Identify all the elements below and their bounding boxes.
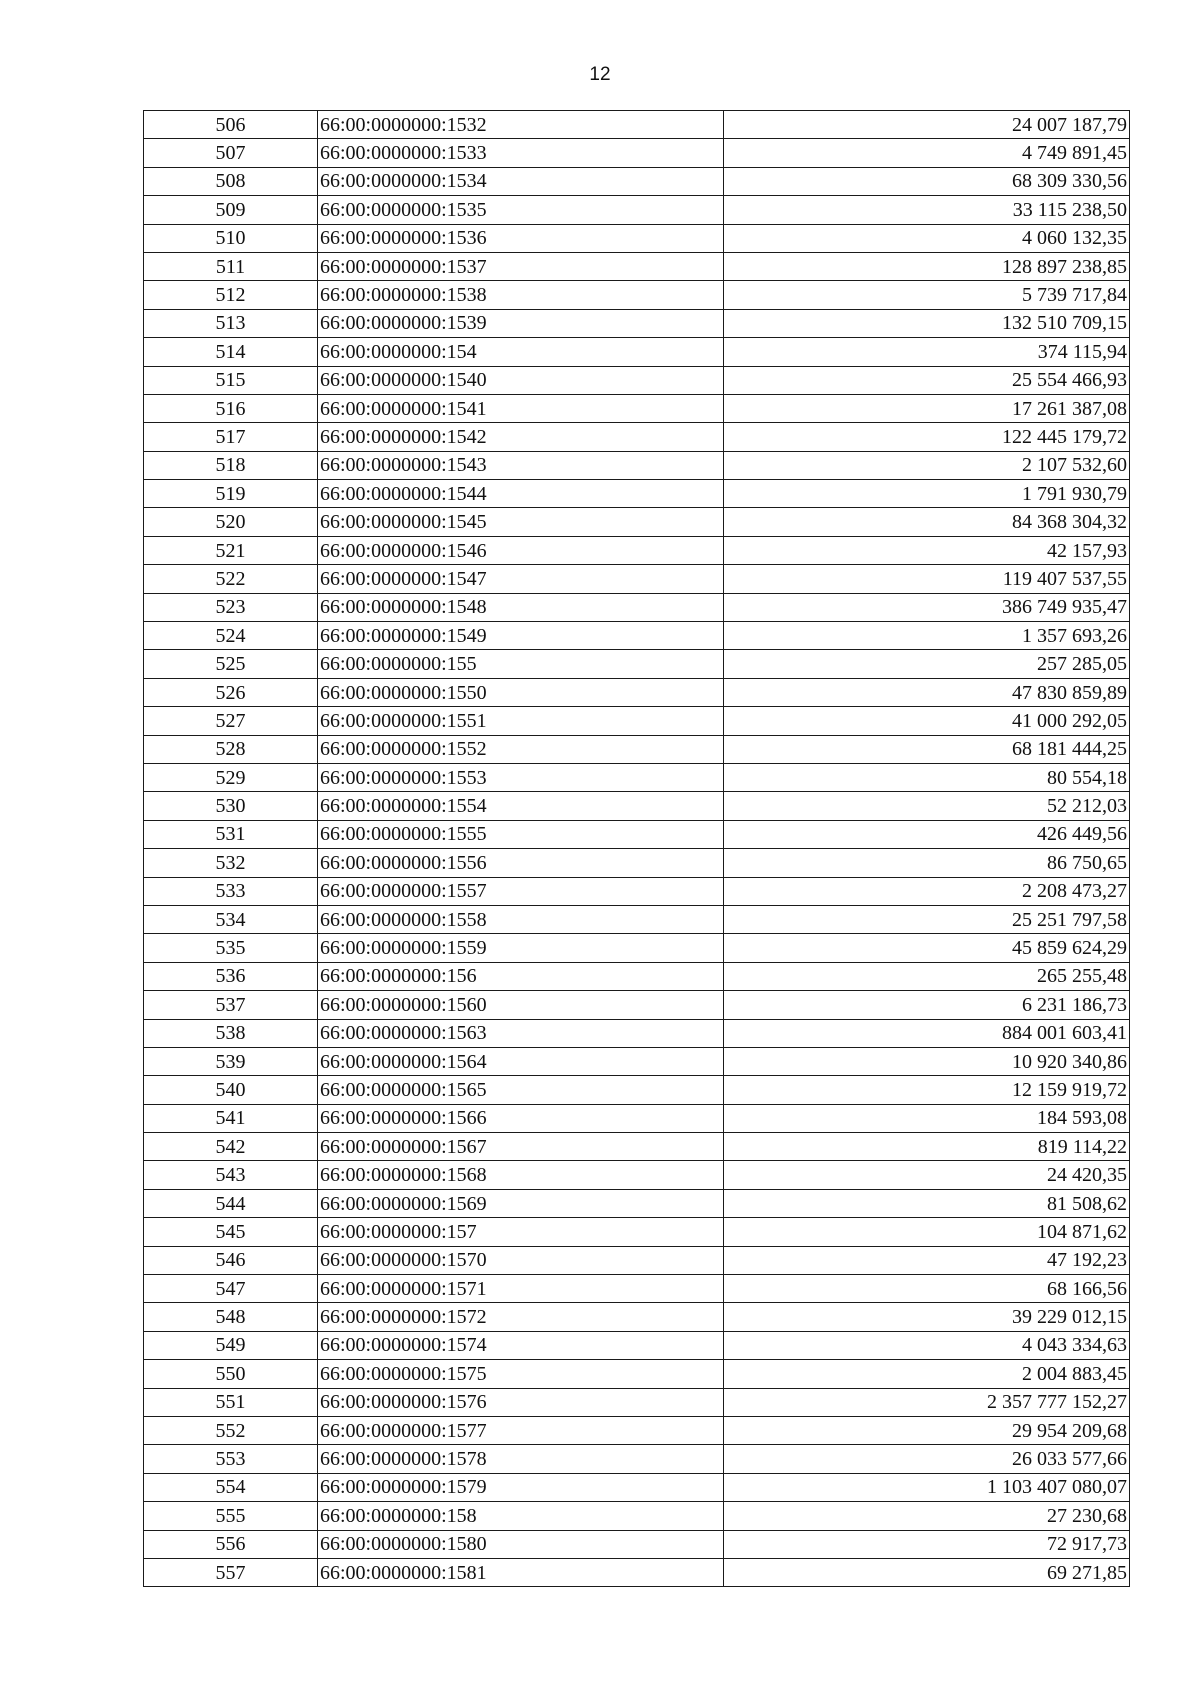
cadastral-value-cell: 45 859 624,29: [724, 934, 1130, 962]
cadastral-value-cell: 24 007 187,79: [724, 111, 1130, 139]
cadastral-number-cell: 66:00:0000000:1540: [318, 366, 724, 394]
row-number-cell: 557: [144, 1558, 318, 1586]
table-row: [144, 111, 1130, 139]
cadastral-number-cell: 66:00:0000000:1565: [318, 1076, 724, 1104]
cadastral-number-cell: 66:00:0000000:1558: [318, 905, 724, 933]
cadastral-value-cell: 68 309 330,56: [724, 167, 1130, 195]
cadastral-value-cell: 2 107 532,60: [724, 451, 1130, 479]
cadastral-number-cell: 66:00:0000000:1575: [318, 1360, 724, 1388]
cadastral-number-cell: 66:00:0000000:1541: [318, 394, 724, 422]
cadastral-value-cell: 1 791 930,79: [724, 480, 1130, 508]
cadastral-value-cell: 47 192,23: [724, 1246, 1130, 1274]
table-row: [144, 1360, 1130, 1388]
row-number-cell: 512: [144, 281, 318, 309]
cadastral-value-cell: 1 103 407 080,07: [724, 1473, 1130, 1501]
table-row: [144, 338, 1130, 366]
row-number-cell: 525: [144, 650, 318, 678]
row-number-cell: 549: [144, 1331, 318, 1359]
table-row: [144, 1388, 1130, 1416]
cadastral-value-cell: 184 593,08: [724, 1104, 1130, 1132]
cadastral-value-cell: 25 554 466,93: [724, 366, 1130, 394]
table-row: [144, 281, 1130, 309]
table-row: [144, 678, 1130, 706]
cadastral-number-cell: 66:00:0000000:1567: [318, 1133, 724, 1161]
table-row: [144, 1502, 1130, 1530]
table-row: [144, 508, 1130, 536]
row-number-cell: 545: [144, 1218, 318, 1246]
cadastral-value-cell: 29 954 209,68: [724, 1416, 1130, 1444]
row-number-cell: 550: [144, 1360, 318, 1388]
cadastral-value-cell: 884 001 603,41: [724, 1019, 1130, 1047]
cadastral-value-cell: 69 271,85: [724, 1558, 1130, 1586]
row-number-cell: 542: [144, 1133, 318, 1161]
cadastral-value-cell: 47 830 859,89: [724, 678, 1130, 706]
cadastral-number-cell: 66:00:0000000:1535: [318, 196, 724, 224]
cadastral-value-cell: 6 231 186,73: [724, 991, 1130, 1019]
row-number-cell: 555: [144, 1502, 318, 1530]
cadastral-number-cell: 66:00:0000000:1560: [318, 991, 724, 1019]
cadastral-value-cell: 819 114,22: [724, 1133, 1130, 1161]
cadastral-value-cell: 39 229 012,15: [724, 1303, 1130, 1331]
cadastral-number-cell: 66:00:0000000:1534: [318, 167, 724, 195]
table-row: [144, 934, 1130, 962]
cadastral-number-cell: 66:00:0000000:1543: [318, 451, 724, 479]
row-number-cell: 507: [144, 139, 318, 167]
cadastral-value-cell: 2 208 473,27: [724, 877, 1130, 905]
table-row: [144, 1445, 1130, 1473]
row-number-cell: 538: [144, 1019, 318, 1047]
cadastral-number-cell: 66:00:0000000:1571: [318, 1275, 724, 1303]
table-row: [144, 366, 1130, 394]
table-row: [144, 1246, 1130, 1274]
cadastral-number-cell: 66:00:0000000:1552: [318, 735, 724, 763]
row-number-cell: 544: [144, 1189, 318, 1217]
row-number-cell: 551: [144, 1388, 318, 1416]
cadastral-number-cell: 66:00:0000000:1556: [318, 849, 724, 877]
table-row: [144, 792, 1130, 820]
cadastral-value-cell: 386 749 935,47: [724, 593, 1130, 621]
cadastral-value-cell: 4 749 891,45: [724, 139, 1130, 167]
table-row: [144, 1047, 1130, 1075]
row-number-cell: 506: [144, 111, 318, 139]
table-row: [144, 1133, 1130, 1161]
row-number-cell: 536: [144, 962, 318, 990]
cadastral-number-cell: 66:00:0000000:1563: [318, 1019, 724, 1047]
table-row: [144, 593, 1130, 621]
table-row: [144, 1416, 1130, 1444]
cadastral-number-cell: 66:00:0000000:1581: [318, 1558, 724, 1586]
table-row: [144, 849, 1130, 877]
cadastral-value-cell: 122 445 179,72: [724, 423, 1130, 451]
row-number-cell: 522: [144, 565, 318, 593]
row-number-cell: 531: [144, 820, 318, 848]
row-number-cell: 511: [144, 252, 318, 280]
row-number-cell: 537: [144, 991, 318, 1019]
cadastral-value-cell: 5 739 717,84: [724, 281, 1130, 309]
cadastral-value-cell: 12 159 919,72: [724, 1076, 1130, 1104]
row-number-cell: 519: [144, 480, 318, 508]
row-number-cell: 554: [144, 1473, 318, 1501]
cadastral-number-cell: 66:00:0000000:1537: [318, 252, 724, 280]
cadastral-value-table: [143, 110, 1130, 1587]
cadastral-value-cell: 2 004 883,45: [724, 1360, 1130, 1388]
row-number-cell: 543: [144, 1161, 318, 1189]
cadastral-number-cell: 66:00:0000000:155: [318, 650, 724, 678]
cadastral-number-cell: 66:00:0000000:1568: [318, 1161, 724, 1189]
table-row: [144, 1303, 1130, 1331]
table-row: [144, 423, 1130, 451]
table-row: [144, 1275, 1130, 1303]
row-number-cell: 530: [144, 792, 318, 820]
cadastral-number-cell: 66:00:0000000:156: [318, 962, 724, 990]
cadastral-number-cell: 66:00:0000000:157: [318, 1218, 724, 1246]
cadastral-number-cell: 66:00:0000000:1564: [318, 1047, 724, 1075]
cadastral-number-cell: 66:00:0000000:1538: [318, 281, 724, 309]
row-number-cell: 514: [144, 338, 318, 366]
cadastral-value-cell: 426 449,56: [724, 820, 1130, 848]
table-body: [144, 111, 1130, 1587]
cadastral-value-cell: 17 261 387,08: [724, 394, 1130, 422]
cadastral-number-cell: 66:00:0000000:1550: [318, 678, 724, 706]
table-row: [144, 763, 1130, 791]
table-row: [144, 962, 1130, 990]
cadastral-number-cell: 66:00:0000000:1579: [318, 1473, 724, 1501]
table-row: [144, 394, 1130, 422]
table-row: [144, 735, 1130, 763]
table-row: [144, 1019, 1130, 1047]
row-number-cell: 524: [144, 622, 318, 650]
table-row: [144, 820, 1130, 848]
cadastral-number-cell: 66:00:0000000:1551: [318, 707, 724, 735]
row-number-cell: 539: [144, 1047, 318, 1075]
row-number-cell: 510: [144, 224, 318, 252]
row-number-cell: 509: [144, 196, 318, 224]
table-row: [144, 991, 1130, 1019]
cadastral-value-cell: 119 407 537,55: [724, 565, 1130, 593]
cadastral-number-cell: 66:00:0000000:1549: [318, 622, 724, 650]
cadastral-value-cell: 86 750,65: [724, 849, 1130, 877]
cadastral-value-cell: 4 043 334,63: [724, 1331, 1130, 1359]
cadastral-number-cell: 66:00:0000000:1570: [318, 1246, 724, 1274]
cadastral-value-cell: 33 115 238,50: [724, 196, 1130, 224]
row-number-cell: 518: [144, 451, 318, 479]
cadastral-value-cell: 80 554,18: [724, 763, 1130, 791]
row-number-cell: 521: [144, 536, 318, 564]
row-number-cell: 529: [144, 763, 318, 791]
table-row: [144, 167, 1130, 195]
cadastral-number-cell: 66:00:0000000:1545: [318, 508, 724, 536]
cadastral-value-cell: 41 000 292,05: [724, 707, 1130, 735]
table-row: [144, 309, 1130, 337]
cadastral-number-cell: 66:00:0000000:1533: [318, 139, 724, 167]
cadastral-value-cell: 104 871,62: [724, 1218, 1130, 1246]
cadastral-number-cell: 66:00:0000000:1542: [318, 423, 724, 451]
table-row: [144, 139, 1130, 167]
cadastral-number-cell: 66:00:0000000:1578: [318, 1445, 724, 1473]
table-row: [144, 707, 1130, 735]
cadastral-number-cell: 66:00:0000000:1553: [318, 763, 724, 791]
table-row: [144, 252, 1130, 280]
cadastral-number-cell: 66:00:0000000:1572: [318, 1303, 724, 1331]
cadastral-value-cell: 257 285,05: [724, 650, 1130, 678]
cadastral-value-cell: 265 255,48: [724, 962, 1130, 990]
table-row: [144, 1189, 1130, 1217]
row-number-cell: 535: [144, 934, 318, 962]
row-number-cell: 552: [144, 1416, 318, 1444]
cadastral-number-cell: 66:00:0000000:1574: [318, 1331, 724, 1359]
cadastral-value-cell: 52 212,03: [724, 792, 1130, 820]
table-row: [144, 196, 1130, 224]
row-number-cell: 540: [144, 1076, 318, 1104]
table-row: [144, 536, 1130, 564]
cadastral-number-cell: 66:00:0000000:1544: [318, 480, 724, 508]
cadastral-value-cell: 1 357 693,26: [724, 622, 1130, 650]
row-number-cell: 553: [144, 1445, 318, 1473]
row-number-cell: 547: [144, 1275, 318, 1303]
row-number-cell: 533: [144, 877, 318, 905]
table-row: [144, 1218, 1130, 1246]
cadastral-number-cell: 66:00:0000000:1548: [318, 593, 724, 621]
cadastral-value-cell: 26 033 577,66: [724, 1445, 1130, 1473]
cadastral-number-cell: 66:00:0000000:158: [318, 1502, 724, 1530]
cadastral-value-cell: 68 166,56: [724, 1275, 1130, 1303]
table-row: [144, 1161, 1130, 1189]
cadastral-value-cell: 27 230,68: [724, 1502, 1130, 1530]
cadastral-value-cell: 72 917,73: [724, 1530, 1130, 1558]
row-number-cell: 527: [144, 707, 318, 735]
cadastral-number-cell: 66:00:0000000:1566: [318, 1104, 724, 1132]
row-number-cell: 520: [144, 508, 318, 536]
cadastral-number-cell: 66:00:0000000:1554: [318, 792, 724, 820]
cadastral-value-cell: 68 181 444,25: [724, 735, 1130, 763]
row-number-cell: 513: [144, 309, 318, 337]
row-number-cell: 523: [144, 593, 318, 621]
cadastral-value-cell: 132 510 709,15: [724, 309, 1130, 337]
cadastral-value-cell: 84 368 304,32: [724, 508, 1130, 536]
cadastral-number-cell: 66:00:0000000:1536: [318, 224, 724, 252]
row-number-cell: 517: [144, 423, 318, 451]
row-number-cell: 508: [144, 167, 318, 195]
cadastral-value-cell: 4 060 132,35: [724, 224, 1130, 252]
table-row: [144, 224, 1130, 252]
table-row: [144, 565, 1130, 593]
table-row: [144, 1473, 1130, 1501]
cadastral-number-cell: 66:00:0000000:1539: [318, 309, 724, 337]
table-row: [144, 451, 1130, 479]
cadastral-value-cell: 374 115,94: [724, 338, 1130, 366]
table-row: [144, 622, 1130, 650]
cadastral-number-cell: 66:00:0000000:1547: [318, 565, 724, 593]
cadastral-number-cell: 66:00:0000000:1532: [318, 111, 724, 139]
row-number-cell: 541: [144, 1104, 318, 1132]
cadastral-number-cell: 66:00:0000000:1576: [318, 1388, 724, 1416]
row-number-cell: 548: [144, 1303, 318, 1331]
table-row: [144, 650, 1130, 678]
cadastral-value-cell: 24 420,35: [724, 1161, 1130, 1189]
row-number-cell: 526: [144, 678, 318, 706]
cadastral-value-cell: 128 897 238,85: [724, 252, 1130, 280]
row-number-cell: 556: [144, 1530, 318, 1558]
table-row: [144, 1104, 1130, 1132]
cadastral-value-cell: 2 357 777 152,27: [724, 1388, 1130, 1416]
row-number-cell: 534: [144, 905, 318, 933]
table-row: [144, 480, 1130, 508]
cadastral-value-cell: 81 508,62: [724, 1189, 1130, 1217]
cadastral-number-cell: 66:00:0000000:1569: [318, 1189, 724, 1217]
cadastral-number-cell: 66:00:0000000:154: [318, 338, 724, 366]
cadastral-number-cell: 66:00:0000000:1546: [318, 536, 724, 564]
cadastral-value-cell: 42 157,93: [724, 536, 1130, 564]
table-row: [144, 1530, 1130, 1558]
cadastral-number-cell: 66:00:0000000:1577: [318, 1416, 724, 1444]
cadastral-number-cell: 66:00:0000000:1580: [318, 1530, 724, 1558]
cadastral-value-cell: 10 920 340,86: [724, 1047, 1130, 1075]
row-number-cell: 528: [144, 735, 318, 763]
row-number-cell: 532: [144, 849, 318, 877]
table-row: [144, 877, 1130, 905]
table-row: [144, 905, 1130, 933]
cadastral-number-cell: 66:00:0000000:1555: [318, 820, 724, 848]
page-number: 12: [589, 64, 611, 85]
cadastral-number-cell: 66:00:0000000:1559: [318, 934, 724, 962]
table-row: [144, 1076, 1130, 1104]
cadastral-number-cell: 66:00:0000000:1557: [318, 877, 724, 905]
row-number-cell: 515: [144, 366, 318, 394]
row-number-cell: 516: [144, 394, 318, 422]
table-row: [144, 1558, 1130, 1586]
row-number-cell: 546: [144, 1246, 318, 1274]
table-row: [144, 1331, 1130, 1359]
cadastral-value-cell: 25 251 797,58: [724, 905, 1130, 933]
